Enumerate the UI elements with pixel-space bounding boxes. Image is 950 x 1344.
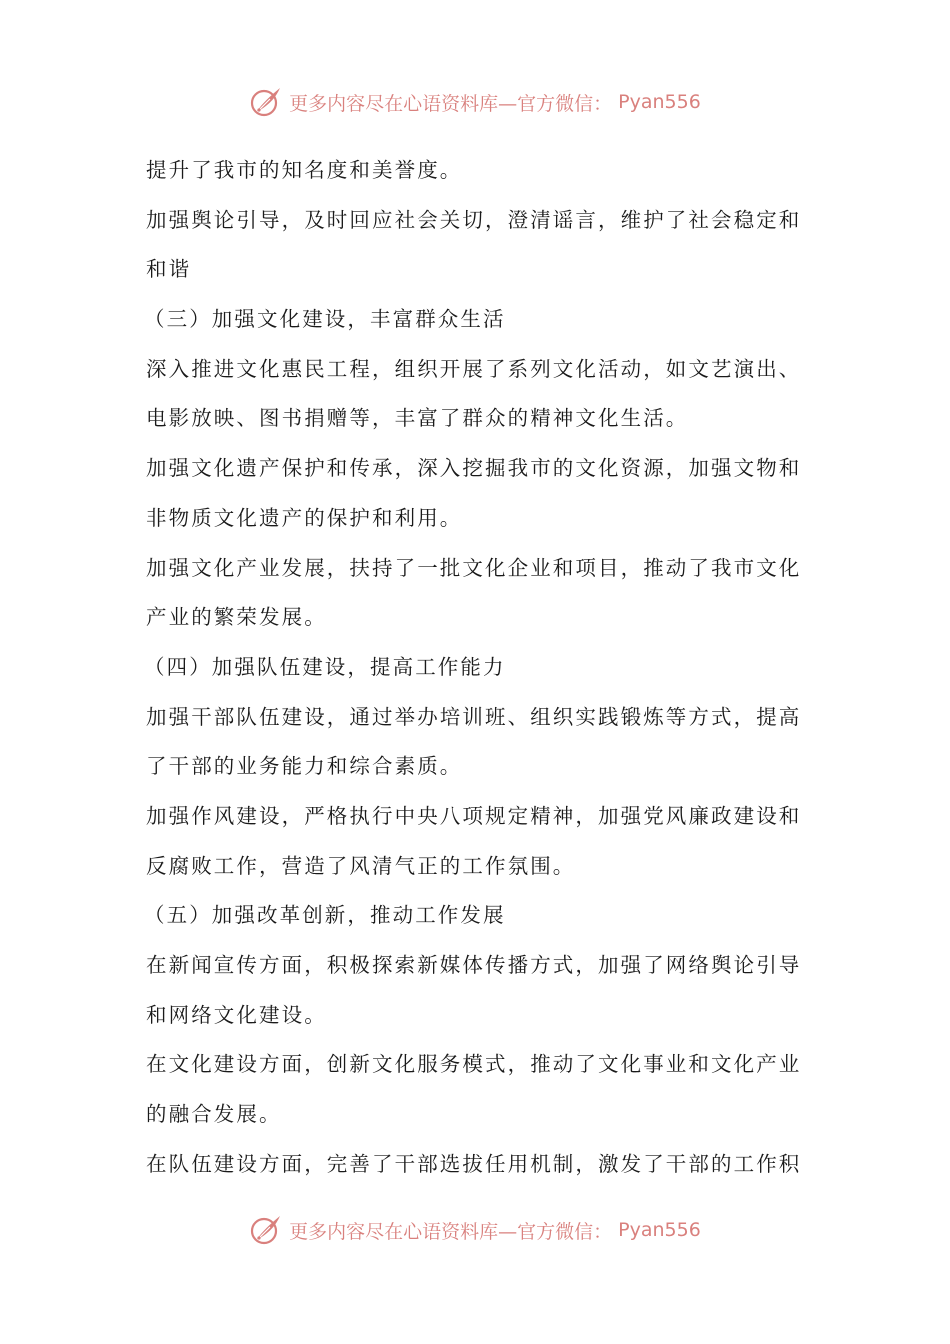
- paragraph-line: 加强作风建设，严格执行中央八项规定精神，加强党风廉政建设和: [146, 803, 802, 828]
- paragraph-line: 了干部的业务能力和综合素质。: [146, 754, 463, 779]
- paragraph-line: 在队伍建设方面，完善了干部选拔任用机制，激发了干部的工作积: [146, 1151, 802, 1176]
- paragraph-line: 反腐败工作，营造了风清气正的工作氛围。: [146, 853, 576, 878]
- document-body: [146, 146, 806, 1189]
- quill-pen-logo-icon: [249, 85, 283, 119]
- watermark-text: 更多内容尽在心语资料库—官方微信：: [289, 92, 613, 115]
- paragraph-line: 深入推进文化惠民工程，组织开展了系列文化活动，如文艺演出、: [146, 356, 802, 381]
- paragraph-line: 在文化建设方面，创新文化服务模式，推动了文化事业和文化产业: [146, 1052, 802, 1077]
- paragraph-line: 产业的繁荣发展。: [146, 605, 327, 630]
- section-heading: （五）加强改革创新，推动工作发展: [144, 903, 506, 928]
- paragraph-line: 和网络文化建设。: [146, 1002, 327, 1027]
- section-heading: （三）加强文化建设，丰富群众生活: [144, 307, 506, 332]
- paragraph-line: 加强文化产业发展，扶持了一批文化企业和项目，推动了我市文化: [146, 555, 802, 580]
- paragraph-line: 非物质文化遗产的保护和利用。: [146, 505, 463, 530]
- paragraph-line: 加强舆论引导，及时回应社会关切，澄清谣言，维护了社会稳定和: [146, 207, 802, 232]
- footer-watermark: [0, 1210, 950, 1250]
- header-watermark: [0, 82, 950, 122]
- paragraph-line: 提升了我市的知名度和美誉度。: [146, 158, 463, 182]
- paragraph-line: 和谐: [146, 257, 192, 282]
- watermark-handle: Pyan556: [618, 1219, 701, 1241]
- paragraph-line: 的融合发展。: [146, 1102, 282, 1127]
- watermark-handle: Pyan556: [618, 91, 701, 113]
- section-heading: （四）加强队伍建设，提高工作能力: [144, 654, 506, 679]
- paragraph-line: 在新闻宣传方面，积极探索新媒体传播方式，加强了网络舆论引导: [146, 953, 802, 977]
- watermark-text: 更多内容尽在心语资料库—官方微信：: [289, 1220, 613, 1243]
- paragraph-line: 加强文化遗产保护和传承，深入挖掘我市的文化资源，加强文物和: [146, 456, 802, 481]
- paragraph-line: 电影放映、图书捐赠等，丰富了群众的精神文化生活。: [146, 406, 689, 431]
- paragraph-line: 加强干部队伍建设，通过举办培训班、组织实践锻炼等方式，提高: [146, 704, 802, 729]
- quill-pen-logo-icon: [249, 1213, 283, 1247]
